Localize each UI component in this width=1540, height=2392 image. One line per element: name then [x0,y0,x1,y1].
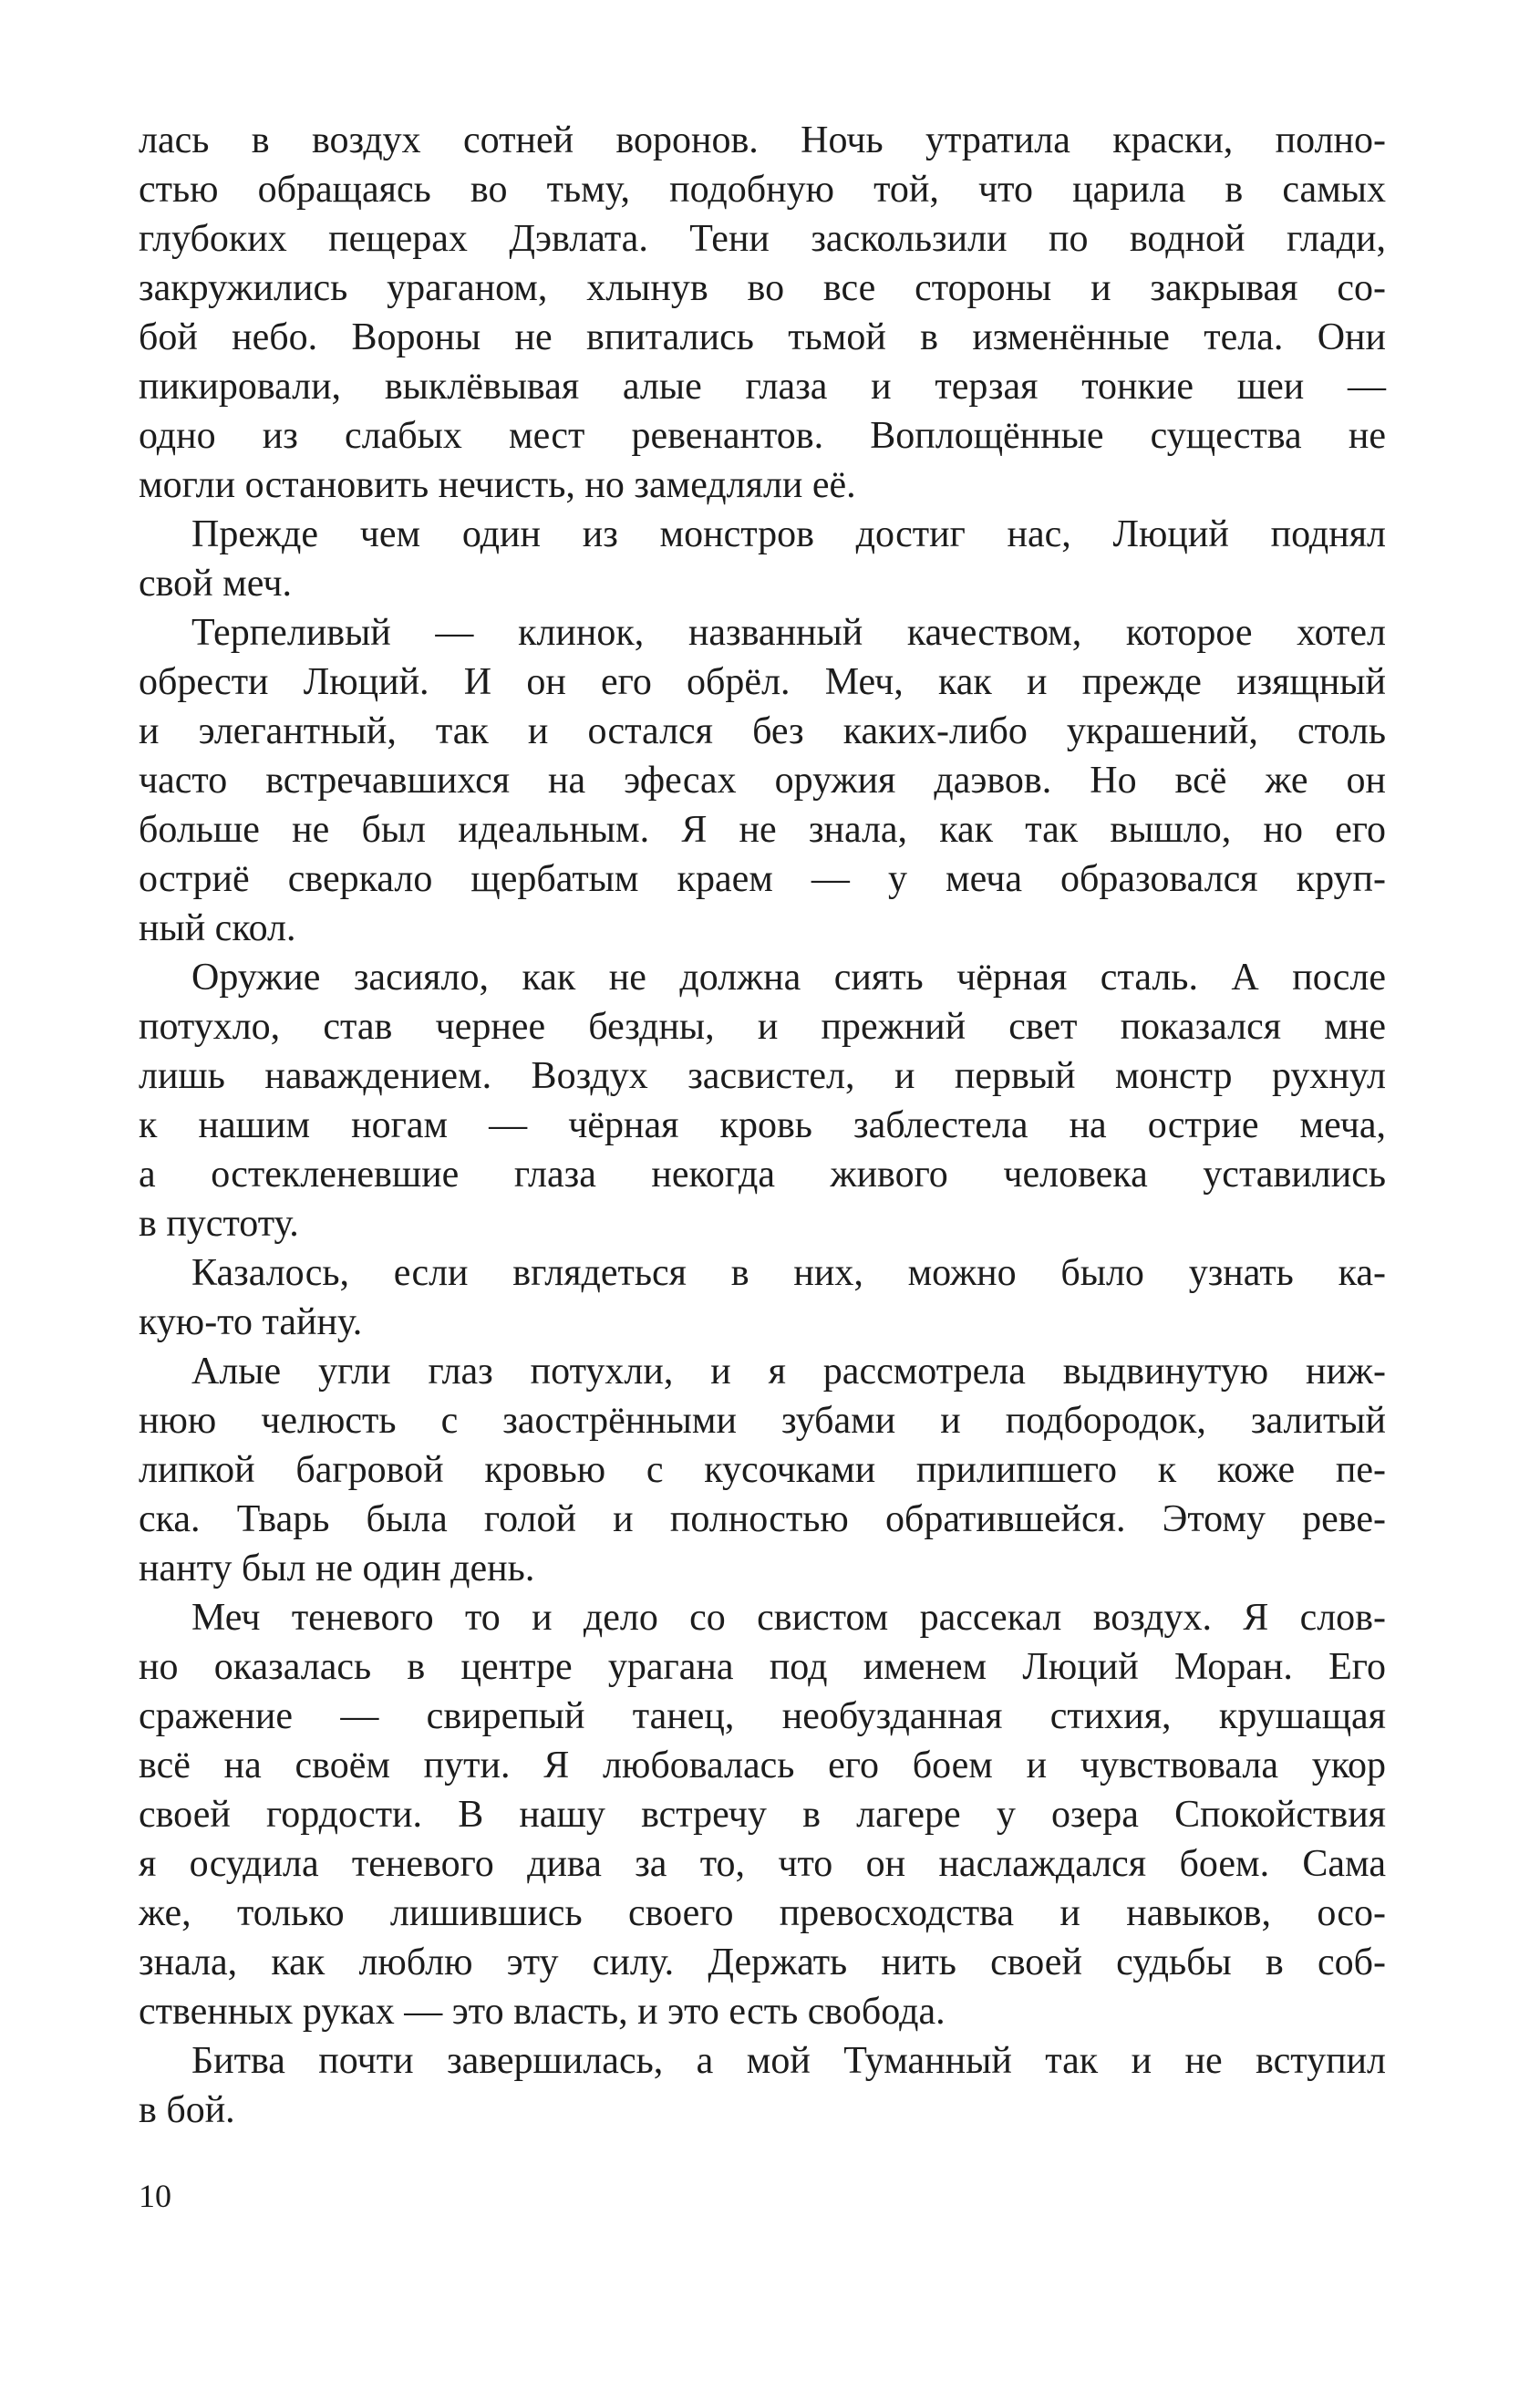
paragraph [139,510,1386,608]
text-line: остриё сверкало щербатым краем — у меча образовался круп- [139,858,1386,900]
text-line: ска. Тварь была голой и полностью обратившейся. Этому реве- [139,1498,1386,1540]
text-line: в бой. [139,2089,235,2131]
text-line: обрести Люций. И он его обрёл. Меч, как и прежде изящный [139,661,1386,703]
text-line: лась в воздух сотней воронов. Ночь утратила краски, полно- [139,119,1386,161]
text-line: могли остановить нечисть, но замедляли её. [139,464,856,506]
text-line: часто встречавшихся на эфесах оружия даэвов. Но всё же он [139,760,1386,802]
text-line: ственных руках — это власть, и это есть свобода. [139,1991,946,2033]
text-block [139,116,1386,2135]
text-line: Прежде чем один из монстров достиг нас, Люций поднял [191,513,1386,555]
text-line: лишь наваждением. Воздух засвистел, и первый монстр рухнул [139,1055,1386,1097]
paragraph [139,2036,1386,2135]
text-line: Битва почти завершилась, а мой Туманный так и не вступил [191,2040,1386,2082]
text-line: закружились ураганом, хлынув во все стороны и закрывая со- [139,267,1386,309]
text-line: я осудила теневого дива за то, что он наслаждался боем. Сама [139,1843,1386,1885]
paragraph [139,1347,1386,1593]
text-line: Алые угли глаз потухли, и я рассмотрела выдвинутую ниж- [191,1351,1386,1393]
text-line: и элегантный, так и остался без каких-либо украшений, столь [139,710,1386,752]
text-line: Меч теневого то и дело со свистом рассекал воздух. Я слов- [191,1597,1386,1639]
text-line: пикировали, выклёвывая алые глаза и терзая тонкие шеи — [139,366,1386,408]
paragraph [139,1248,1386,1347]
paragraph [139,116,1386,510]
text-line: липкой багровой кровью с кусочками прилипшего к коже пе- [139,1449,1386,1491]
page-number: 10 [139,2178,171,2214]
text-line: всё на своём пути. Я любовалась его боем и чувствовала укор [139,1745,1386,1786]
text-line: в пустоту. [139,1203,299,1245]
text-line: потухло, став чернее бездны, и прежний свет показался мне [139,1006,1386,1048]
text-line: нюю челюсть с заострёнными зубами и подбородок, залитый [139,1400,1386,1442]
paragraph [139,1593,1386,2036]
text-line: а остекленевшие глаза некогда живого человека уставились [139,1154,1386,1196]
text-line: одно из слабых мест ревенантов. Воплощённые существа не [139,415,1386,457]
paragraph [139,608,1386,953]
text-line: сражение — свирепый танец, необузданная стихия, крушащая [139,1695,1386,1737]
paragraph [139,953,1386,1248]
text-line: стью обращаясь во тьму, подобную той, что царила в самых [139,169,1386,211]
text-line: своей гордости. В нашу встречу в лагере у озера Спокойствия [139,1794,1386,1836]
text-line: но оказалась в центре урагана под именем Люций Моран. Его [139,1646,1386,1688]
text-line: глубоких пещерах Дэвлата. Тени заскользили по водной глади, [139,218,1386,260]
text-line: к нашим ногам — чёрная кровь заблестела на острие меча, [139,1104,1386,1146]
text-line: знала, как люблю эту силу. Держать нить своей судьбы в соб- [139,1942,1386,1983]
text-line: кую-то тайну. [139,1301,363,1343]
text-line: бой небо. Вороны не впитались тьмой в изменённые тела. Они [139,316,1386,358]
text-line: нанту был не один день. [139,1548,535,1589]
text-line: свой меч. [139,563,292,605]
text-line: больше не был идеальным. Я не знала, как так вышло, но его [139,809,1386,851]
text-line: Казалось, если вглядеться в них, можно было узнать ка- [191,1252,1386,1294]
text-line: Оружие засияло, как не должна сиять чёрная сталь. А после [191,957,1386,999]
text-line: Терпеливый — клинок, названный качеством, которое хотел [191,612,1386,654]
text-line: же, только лишившись своего превосходства и навыков, осо- [139,1892,1386,1934]
text-line: ный скол. [139,907,296,949]
